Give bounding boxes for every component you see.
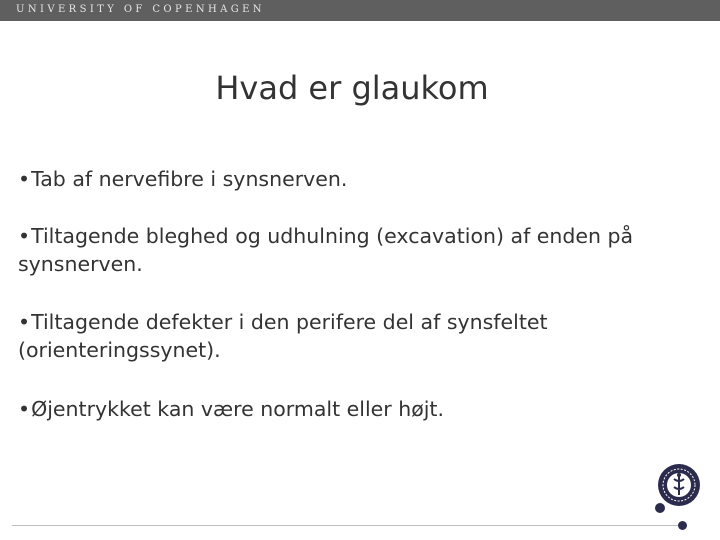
footer-dot [678,521,687,530]
bullet-dot: • [18,224,31,248]
bullet-text: Øjentrykket kan være normalt eller højt. [31,397,444,421]
bullet-item [18,165,347,193]
bullet-dot: • [18,397,31,421]
slide-title: Hvad er glaukom [215,69,489,107]
bullet-item [18,222,708,278]
bullet-dot: • [18,310,31,334]
bullet-item [18,308,708,364]
seal-dot [655,503,665,513]
bullet-item [18,395,444,423]
university-name: UNIVERSITY OF COPENHAGEN [16,4,265,15]
bullet-dot: • [18,167,31,191]
footer-divider [12,525,684,526]
bullet-text: Tiltagende defekter i den perifere del af synsfeltet (orienteringssynet). [18,310,548,362]
university-seal-icon [656,462,702,508]
bullet-text: Tiltagende bleghed og udhulning (excavation) af enden på synsnerven. [18,224,634,276]
header-bar [0,0,720,21]
bullet-text: Tab af nervefibre i synsnerven. [31,167,348,191]
